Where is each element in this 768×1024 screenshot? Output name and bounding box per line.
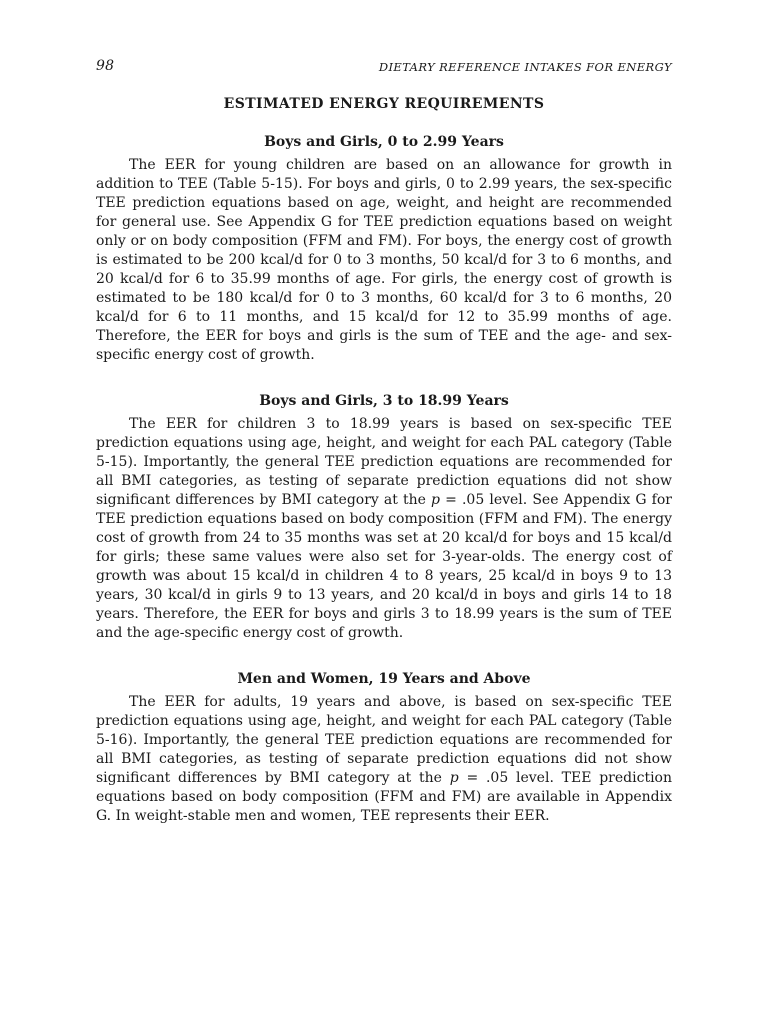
- paragraph-text-part: = .05 level. See Appendix G for TEE prediction equations based on body composition (FFM and FM). The energy cost of growth from 24 to 35 months was set at 20 kcal/d for boys and 15 kcal/d for girls; these same values were also set for 3-year-olds. The energy cost of growth was about 15 kcal/d in children 4 to 8 years, 25 kcal/d in boys 9 to 13 years, 30 kcal/d in girls 9 to 13 years, and 20 kcal/d in boys and girls 14 to 18 years. Therefore, the EER for boys and girls 3 to 18.99 years is the sum of TEE and the age-specific energy cost of growth.: [96, 492, 672, 641]
- subhead-men-women-19: Men and Women, 19 Years and Above: [237, 671, 531, 687]
- section-title: ESTIMATED ENERGY REQUIREMENTS: [223, 96, 545, 112]
- subhead-boys-girls-3-18: Boys and Girls, 3 to 18.99 Years: [259, 393, 509, 409]
- p-value-symbol: p: [431, 492, 441, 508]
- paragraph-men-women-19: [96, 693, 672, 826]
- running-title: DIETARY REFERENCE INTAKES FOR ENERGY: [378, 60, 672, 74]
- paragraph-text-part: = .05 level. TEE prediction equations based on body composition (FFM and FM) are available in Appendix G. In weight-stable men and women, TEE represents their EER.: [96, 770, 672, 824]
- paragraph-text-part: The EER for adults, 19 years and above, is based on sex-specific TEE prediction equations using age, height, and weight for each PAL category (Table 5-16). Importantly, the general TEE prediction equations are recommended for all BMI categories, as testing of separate prediction equations did not show significant differences by BMI category at the: [96, 694, 672, 786]
- paragraph-boys-girls-0-3: The EER for young children are based on an allowance for growth in addition to TEE (Table 5-15). For boys and girls, 0 to 2.99 years, the sex-specific TEE prediction equations based on age, weight, and height are recommended for general use. See Appendix G for TEE prediction equations based on weight only or on body composition (FFM and FM). For boys, the energy cost of growth is estimated to be 200 kcal/d for 0 to 3 months, 50 kcal/d for 3 to 6 months, and 20 kcal/d for 6 to 35.99 months of age. For girls, the energy cost of growth is estimated to be 180 kcal/d for 0 to 3 months, 60 kcal/d for 3 to 6 months, 20 kcal/d for 6 to 11 months, and 15 kcal/d for 12 to 35.99 months of age. Therefore, the EER for boys and girls is the sum of TEE and the age- and sex-specific energy cost of growth.: [96, 157, 672, 363]
- p-value-symbol: p: [449, 770, 459, 786]
- paragraph-boys-girls-3-18: [96, 415, 672, 643]
- document-page: [96, 56, 672, 826]
- subhead-boys-girls-0-3: Boys and Girls, 0 to 2.99 Years: [264, 134, 504, 150]
- page-number: 98: [96, 58, 115, 74]
- running-header: [96, 56, 672, 78]
- paragraph-text-part: The EER for children 3 to 18.99 years is based on sex-specific TEE prediction equations using age, height, and weight for each PAL category (Table 5-15). Importantly, the general TEE prediction equations are recommended for all BMI categories, as testing of separate prediction equations did not show significant differences by BMI category at the: [96, 416, 672, 508]
